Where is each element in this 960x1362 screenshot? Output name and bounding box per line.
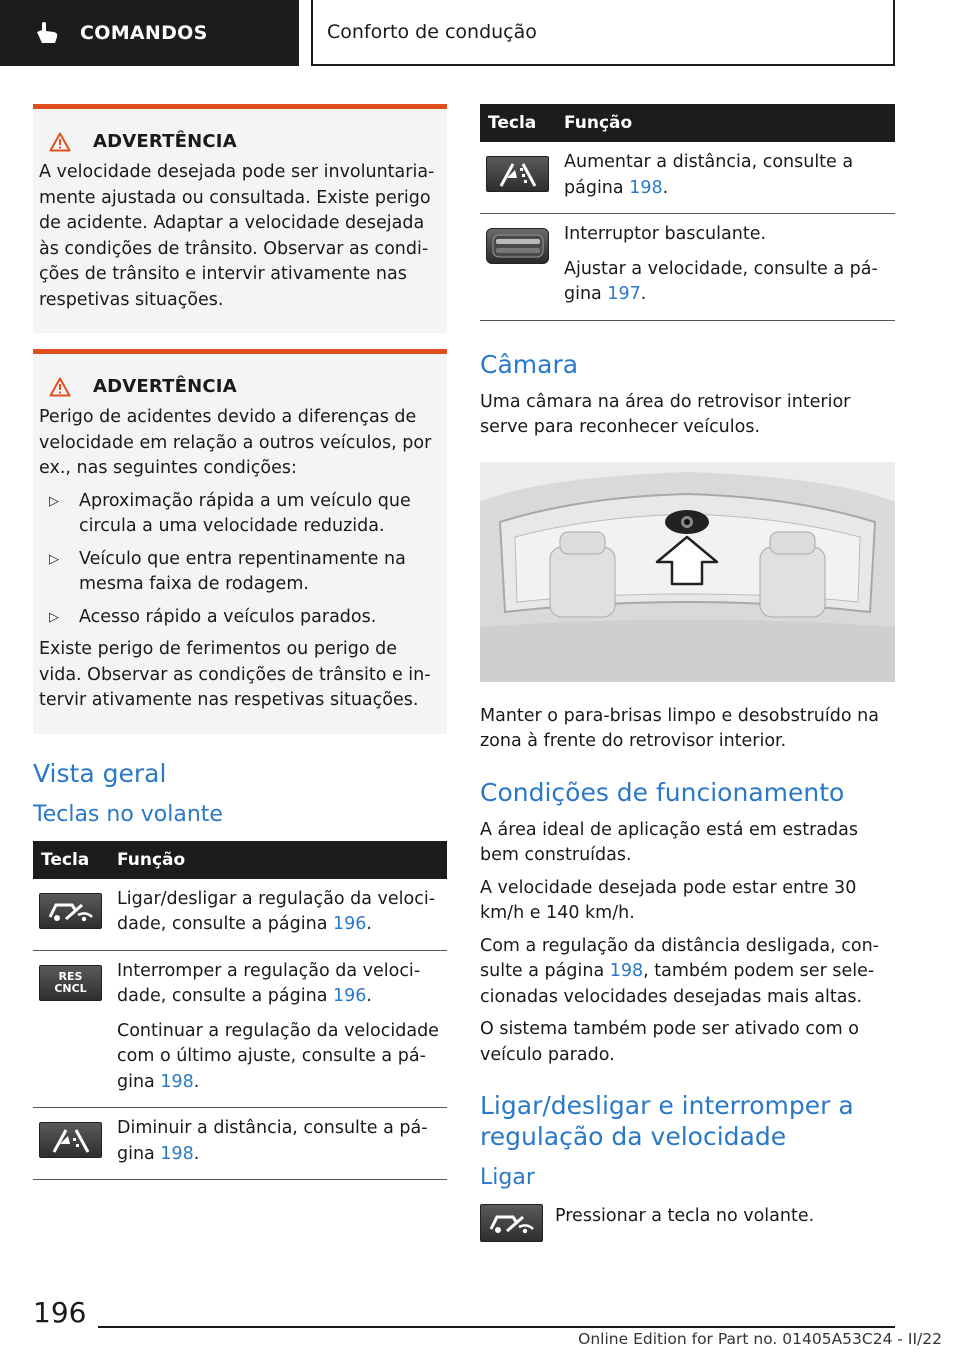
column-header-key: Tecla [480,104,556,142]
rocker-switch-icon [486,228,549,264]
section-tab [0,0,299,66]
list-item: ▷ Acesso rápido a veículos parados. [39,605,439,631]
page-link[interactable]: 196 [332,914,367,934]
hand-pointer-icon [34,20,60,46]
page-number: 196 [33,1296,87,1329]
page-link[interactable]: 198 [629,177,663,198]
on-text: Pressionar a tecla no volante. [555,1206,815,1226]
footer-divider [98,1326,895,1328]
table-row: Interruptor basculante. Ajustar a velocidade, consulte a página 197. [480,214,895,321]
triangle-bullet-icon: ▷ [49,551,59,567]
heading-on-off: Ligar/desligar e interromper a regulação da velocidade [480,1091,854,1151]
res-cncl-icon: RES CNCL [39,965,102,1001]
warning-title: ADVERTÊNCIA [93,376,237,397]
heading-steering-buttons: Teclas no volante [33,801,223,827]
left-column [33,104,447,1180]
distance-increase-icon [486,156,549,192]
page-header [0,0,960,66]
table-row: RES CNCL Interromper a regulação da velocidade, consulte a página 196. Continuar a regulação da velocidade com o último ajuste, consulte a página 198. [33,950,447,1108]
steering-buttons-table [33,841,447,1181]
on-instruction [480,1204,895,1242]
conditions-text-1: A área ideal de aplicação está em estradas bem construídas. [480,819,858,865]
page-link[interactable]: 197 [607,284,641,304]
section-label: COMANDOS [80,22,208,44]
heading-conditions: Condições de funcionamento [480,777,845,807]
conditions-text-3: Com a regulação da distância desligada, consulte a página 198, também podem ser selecionadas velocidades desejadas mais altas. [480,935,879,1007]
heading-overview: Vista geral [33,758,167,788]
right-column [480,104,895,1242]
conditions-text-2: A velocidade desejada pode estar entre 30 km/h e 140 km/h. [480,877,857,923]
column-header-function: Função [556,104,895,142]
warning-box-1 [33,104,447,333]
steering-buttons-table-continued [480,104,895,321]
page-link[interactable]: 198 [160,1143,194,1164]
list-item: ▷ Aproximação rápida a um veículo que circula a uma velocidade reduzida. [39,489,439,540]
triangle-bullet-icon: ▷ [49,493,59,509]
column-header-key: Tecla [33,841,109,879]
camera-caption: Manter o para-brisas limpo e desobstruído na zona à frente do retrovisor interior. [480,705,879,751]
heading-camera: Câmara [480,349,579,379]
table-row: Ligar/desligar a regulação da velocidade, consulte a página 196. [33,879,447,951]
page-link[interactable]: 198 [160,1071,194,1092]
page-link[interactable]: 198 [609,961,644,981]
warning-text: A velocidade desejada pode ser involuntariamente ajustada ou consultada. Existe perigo de acidente. Adaptar a velocidade desejada às condições de trânsito. Observar as condições de trânsito e intervir ativamente nas respetivas situações. [39,162,435,310]
warning-box-2 [33,349,447,734]
warning-triangle-icon [49,132,71,152]
triangle-bullet-icon: ▷ [49,609,59,625]
warning-intro: Perigo de acidentes devido a diferenças de velocidade em relação a outros veículos, por ex., nas seguintes condições: [39,407,432,478]
distance-decrease-icon [39,1122,102,1158]
column-header-function: Função [109,841,447,879]
page-link[interactable]: 196 [332,986,367,1006]
camera-text: Uma câmara na área do retrovisor interior serve para reconhecer veículos. [480,391,851,437]
warning-outro: Existe perigo de ferimentos ou perigo de vida. Observar as condições de trânsito e intervir ativamente nas respetivas situações. [39,639,431,710]
table-row: Diminuir a distância, consulte a página 198. [33,1108,447,1180]
chapter-title: Conforto de condução [311,0,895,66]
warning-triangle-icon [49,377,71,397]
camera-illustration [480,462,895,682]
cruise-control-icon [39,893,102,929]
conditions-text-4: O sistema também pode ser ativado com o veículo parado. [480,1019,859,1065]
heading-on: Ligar [480,1165,535,1190]
warning-title: ADVERTÊNCIA [93,131,237,152]
cruise-control-icon [480,1204,543,1242]
table-row: Aumentar a distância, consulte a página 198. [480,142,895,214]
edition-note: Online Edition for Part no. 01405A53C24 - II/22 [578,1330,942,1348]
list-item: ▷ Veículo que entra repentinamente na mesma faixa de rodagem. [39,547,439,598]
